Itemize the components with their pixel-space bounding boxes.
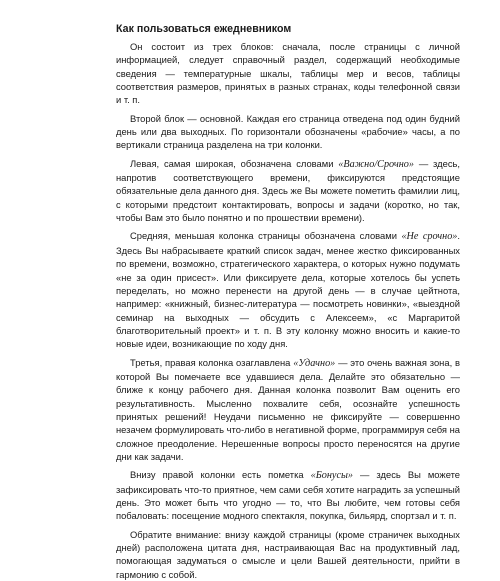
paragraph-text: Второй блок — основной. Каждая его страница отведена под один будний день или два выходных. По горизонтали обозначены «рабочие» часы, а по вертикали страница разделена на три колонки.: [116, 112, 460, 151]
paragraph-text: Внизу правой колонки есть пометка: [130, 469, 311, 481]
paragraph-text: . Здесь Вы набрасываете краткий список задач, менее жестко фиксированных по времени, возможно, стратегического характера, о которых нужно подумать «не за один присест». Или фиксируете дела, которые хотелось бы успеть переделать, но можно перенести на другой день — в случае цейтнота, например: «книжный, бизнес-литература — посмотреть новинки», «выездной семинар на выходных — обсудить с Алексеем», «с Маргаритой благотворительный проект» и т. п. В эту колонку можно вносить и какие-то новые идеи, возникающие по ходу дня.: [116, 230, 460, 350]
paragraph: [116, 528, 460, 581]
paragraph-text: — здесь Вы можете зафиксировать что-то приятное, чем сами себя хотите наградить за успешный день. Это может быть что угодно — то, что Вы любите, чем готовы себя побаловать: посещение модного спектакля, покупка, бильярд, спортзал и т. п.: [116, 469, 460, 522]
paragraph: [116, 468, 460, 522]
paragraph-text: Средняя, меньшая колонка страницы обозначена словами: [130, 230, 402, 242]
column-heading-term: «Удачно»: [293, 357, 336, 369]
paragraph-text: — это очень важная зона, в которой Вы помечаете все удавшиеся дела. Делайте это обязательно — ближе к концу рабочего дня. Данная колонка позволит Вам оценить его результативность. Мысленно похвалите себя, осознайте успешность принятых решений! Неудачи письменно не фиксируйте — совершенно незачем формулировать что-либо в негативной форме, программируя себя на сложное преодоление. Нерешенные вопросы просто переносятся на другие дни как задачи.: [116, 356, 460, 462]
paragraph: [116, 157, 460, 225]
paragraph-text: Обратите внимание: внизу каждой страницы (кроме страничек выходных дней) расположена цитата дня, настраивающая Вас на продуктивный лад, помогающая задуматься о смысле и цели Вашей деятельности, прийти в гармонию с собой.: [116, 528, 460, 580]
column-heading-term: «Бонусы»: [310, 470, 353, 482]
paragraph-text: Левая, самая широкая, обозначена словами: [130, 157, 339, 169]
column-heading-term: «Важно/Срочно»: [338, 158, 414, 170]
paragraph: [116, 229, 460, 350]
paragraph: [116, 40, 460, 107]
page-title: Как пользоваться ежедневником: [116, 23, 292, 35]
paragraph-text: Он состоит из трех блоков: сначала, после страницы с личной информацией, следует справочный раздел, содержащий необходимые сведения — температурные шкалы, таблицы мер и весов, таблицы соответствия размеров, принятых в разных странах, коды телефонной связи и т. п.: [116, 41, 460, 106]
paragraph: [116, 356, 460, 464]
column-heading-term: «Не срочно»: [401, 231, 458, 243]
paragraph-text: Третья, правая колонка озаглавлена: [130, 356, 294, 368]
paragraph: [116, 112, 460, 152]
paragraph-text: — здесь, напротив соответствующего времени, фиксируются предстоящие обязательные дела данного дня. Здесь же Вы можете пометить фамилии лиц, с которыми предстоит контактировать, вопросы и задачи (коротко, но так, чтобы Вам это было понятно и по прошествии времени).: [116, 157, 460, 224]
